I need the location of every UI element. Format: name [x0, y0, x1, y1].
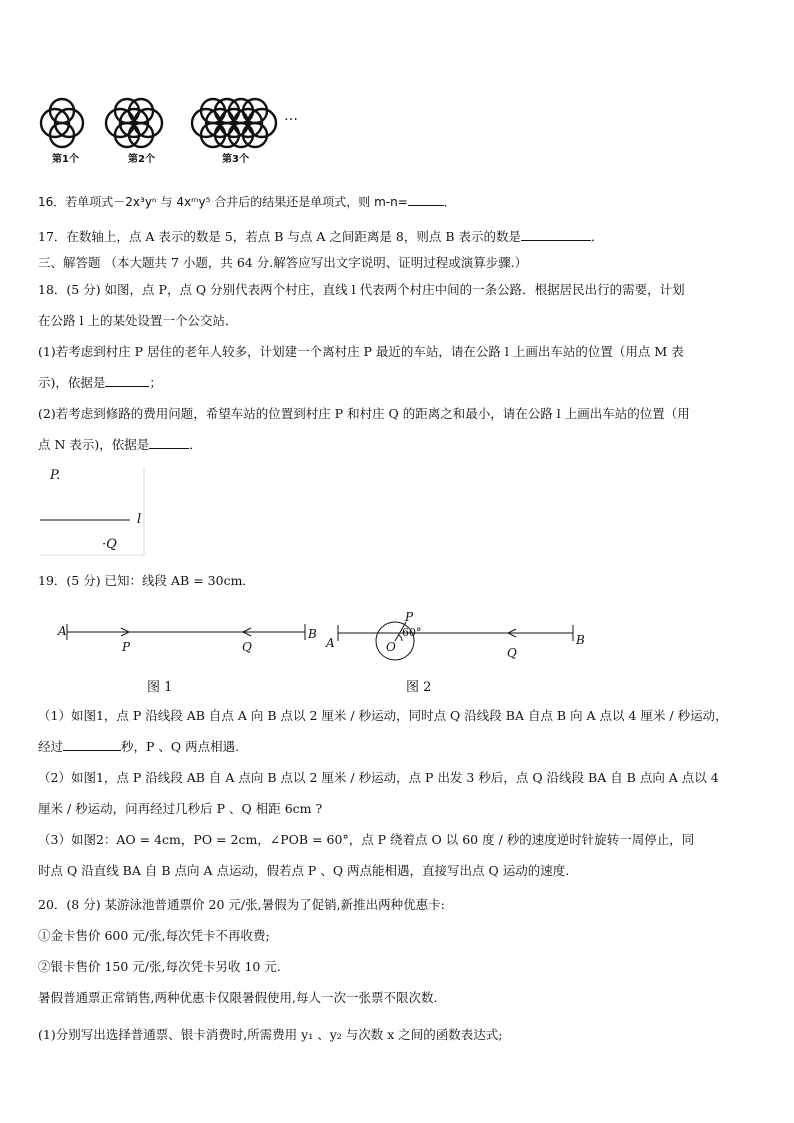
q17-text: 17．在数轴上，点 A 表示的数是 5，若点 B 与点 A 之间距离是 8，则点 B 表示的数是	[38, 229, 521, 244]
q19-intro: 19．(5 分) 已知：线段 AB = 30cm．	[38, 573, 255, 588]
fig1-label-p: P	[122, 640, 131, 654]
q17-blank[interactable]	[521, 228, 591, 241]
fig2-label-q: Q	[507, 646, 517, 660]
fig1-label-b: B	[308, 627, 317, 641]
q16-text: 16．若单项式－2x³yⁿ 与 4xᵐy⁵ 合并后的结果还是单项式，则 m-n=	[38, 195, 408, 209]
question-17: 17．在数轴上，点 A 表示的数是 5，若点 B 与点 A 之间距离是 8，则点 B 表示的数是 ．	[38, 229, 604, 244]
village-q-label: ·Q	[102, 537, 117, 552]
q19-part1-line1: （1）如图1，点 P 沿线段 AB 自点 A 向 B 点以 2 厘米 / 秒运动，同时点 Q 沿线段 BA 自点 B 向 A 点以 4 厘米 / 秒运动，	[38, 708, 728, 723]
q20-item1: ①金卡售价 600 元/张,每次凭卡不再收费;	[38, 928, 270, 943]
ellipsis: …	[284, 108, 298, 124]
q19-part2-line2: 厘米 / 秒运动，问再经过几秒后 P 、Q 相距 6cm ?	[38, 801, 323, 816]
q19-part1-line2: 经过 秒，P 、Q 两点相遇.	[38, 739, 240, 754]
fig2-label-p: P	[405, 610, 414, 624]
q19-figure-1	[55, 615, 325, 660]
q18-part1-line2: 示)，依据是 ；	[38, 375, 162, 390]
q20-item2: ②银卡售价 150 元/张,每次凭卡另收 10 元.	[38, 959, 281, 974]
q19-figure-2	[330, 608, 590, 663]
fig2-label-o: O	[386, 640, 396, 654]
section-heading: 三、解答题 （本大题共 7 小题，共 64 分.解答应写出文字说明、证明过程或演算步骤.）	[38, 255, 528, 270]
q18-line1: 18．(5 分) 如图，点 P，点 Q 分别代表两个村庄，直线 l 代表两个村庄中间的一条公路．根据居民出行的需要，计划	[38, 282, 685, 297]
q18-part2-line1: (2)若考虑到修路的费用问题，希望车站的位置到村庄 P 和村庄 Q 的距离之和最小，请在公路 l 上画出车站的位置（用	[38, 406, 690, 421]
q20-part1: (1)分别写出选择普通票、银卡消费时,所需费用 y₁ 、y₂ 与次数 x 之间的函数表达式;	[38, 1027, 503, 1042]
q16-blank[interactable]	[408, 193, 444, 206]
question-16: 16．若单项式－2x³yⁿ 与 4xᵐy⁵ 合并后的结果还是单项式，则 m-n= ．	[38, 195, 456, 209]
q19-part3-line1: （3）如图2：AO = 4cm，PO = 2cm，∠POB = 60°，点 P 绕着点 O 以 60 度 / 秒的速度逆时针旋转一周停止，同	[38, 832, 695, 847]
q18-line2: 在公路 l 上的某处设置一个公交站．	[38, 313, 238, 328]
village-p-label: P.	[50, 468, 61, 483]
figure-2-caption: 图 2	[406, 680, 432, 695]
fig1-label-a: A	[58, 624, 67, 638]
q20-line4: 暑假普通票正常销售,两种优惠卡仅限暑假使用,每人一次一张票不限次数.	[38, 990, 438, 1005]
q18-part2-line2: 点 N 表示)，依据是 ．	[38, 437, 202, 452]
road-label-l: l	[137, 512, 142, 527]
caption-figure-2: 第2个	[128, 154, 155, 165]
caption-figure-3: 第3个	[222, 154, 249, 165]
q20-line1: 20．(8 分) 某游泳池普通票价 20 元/张,暑假为了促销,新推出两种优惠卡:	[38, 897, 445, 912]
fig1-label-q: Q	[242, 640, 252, 654]
q18-part1-line1: (1)若考虑到村庄 P 居住的老年人较多，计划建一个离村庄 P 最近的车站，请在公路 l 上画出车站的位置（用点 M 表	[38, 344, 684, 359]
fig2-label-a: A	[326, 636, 335, 650]
q19-part3-line2: 时点 Q 沿直线 BA 自 B 点向 A 点运动，假若点 P 、Q 两点能相遇，直接写出点 Q 运动的速度.	[38, 863, 570, 878]
fig2-label-angle: 60°	[402, 626, 422, 639]
q18-part2-blank[interactable]	[149, 436, 189, 449]
q19-part2-line1: （2）如图1，点 P 沿线段 AB 自 A 点向 B 点以 2 厘米 / 秒运动，点 P 出发 3 秒后，点 Q 沿线段 BA 自 B 点向 A 点以 4	[38, 770, 719, 785]
figure-1-caption: 图 1	[147, 680, 173, 695]
caption-figure-1: 第1个	[52, 154, 79, 165]
q19-part1-blank[interactable]	[63, 738, 121, 751]
fig2-label-b: B	[576, 633, 585, 647]
q18-part1-blank[interactable]	[105, 374, 149, 387]
